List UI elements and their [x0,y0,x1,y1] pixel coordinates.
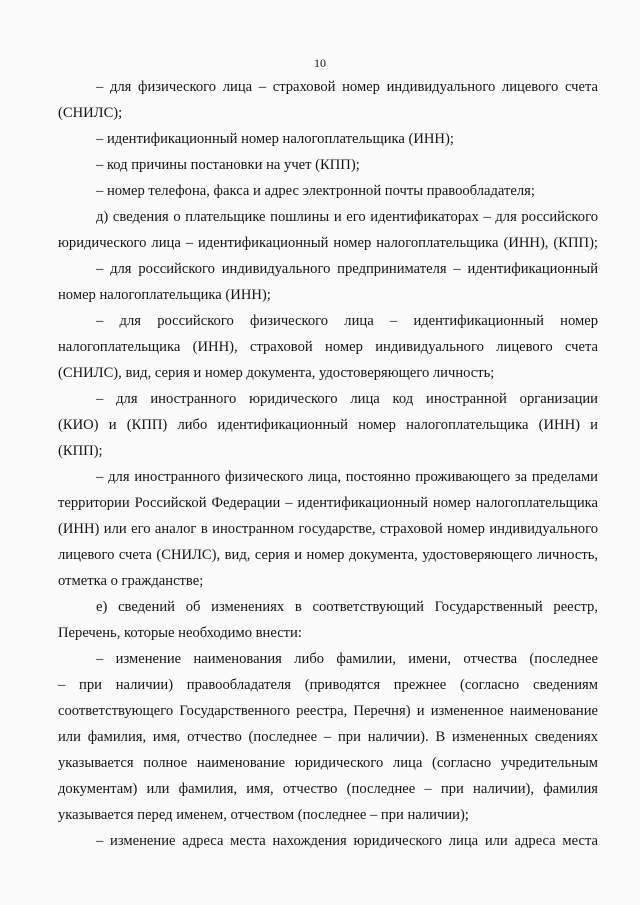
text-line: (КИО) и (КПП) либо идентификационный номер налогоплательщика (ИНН) и [58,417,598,433]
text-line: (СНИЛС), вид, серия и номер документа, удостоверяющего личность; [58,365,495,381]
text-line: (ИНН) или его аналог в иностранном государстве, страховой номер индивидуального [58,521,598,537]
text-line: – идентификационный номер налогоплательщика (ИНН); [96,131,454,147]
text-line: – код причины постановки на учет (КПП); [96,157,360,173]
text-line: (КПП); [58,443,103,459]
text-line: налогоплательщика (ИНН), страховой номер индивидуального лицевого счета [58,339,598,355]
text-line: соответствующего Государственного реестра, Перечня) и измененное наименование [58,703,598,719]
text-line: отметка о гражданстве; [58,573,204,589]
page-number: 10 [314,56,326,70]
text-line: номер налогоплательщика (ИНН); [58,287,271,303]
text-line: указывается перед именем, отчеством (последнее – при наличии); [58,807,469,823]
text-line: е) сведений об изменениях в соответствующий Государственный реестр, [96,599,598,615]
text-line: Перечень, которые необходимо внести: [58,625,302,641]
text-line: указывается полное наименование юридического лица (согласно учредительным [58,755,598,771]
text-line: (СНИЛС); [58,105,123,121]
text-line: юридического лица – идентификационный номер налогоплательщика (ИНН), (КПП); [58,235,598,251]
text-line: территории Российской Федерации – идентификационный номер налогоплательщика [58,495,598,511]
text-line: – для иностранного юридического лица код иностранной организации [96,391,598,407]
text-line: или фамилия, имя, отчество (последнее – при наличии). В измененных сведениях [58,729,598,745]
text-line: – изменение наименования либо фамилии, имени, отчества (последнее [96,651,598,667]
text-line: д) сведения о плательщике пошлины и его идентификаторах – для российского [96,209,598,225]
text-line: документам) или фамилия, имя, отчество (последнее – при наличии), фамилия [58,781,598,797]
text-line: – для российского физического лица – идентификационный номер [96,313,598,329]
text-line: – для физического лица – страховой номер индивидуального лицевого счета [96,79,598,95]
text-line: – для российского индивидуального предпринимателя – идентификационный [96,261,598,277]
text-line: – для иностранного физического лица, постоянно проживающего за пределами [96,469,598,485]
text-line: – при наличии) правообладателя (приводятся прежнее (согласно сведениям [58,677,598,693]
text-line: – изменение адреса места нахождения юридического лица или адреса места [96,833,598,849]
text-line: лицевого счета (СНИЛС), вид, серия и номер документа, удостоверяющего личность, [58,547,598,563]
text-line: – номер телефона, факса и адрес электронной почты правообладателя; [96,183,535,199]
